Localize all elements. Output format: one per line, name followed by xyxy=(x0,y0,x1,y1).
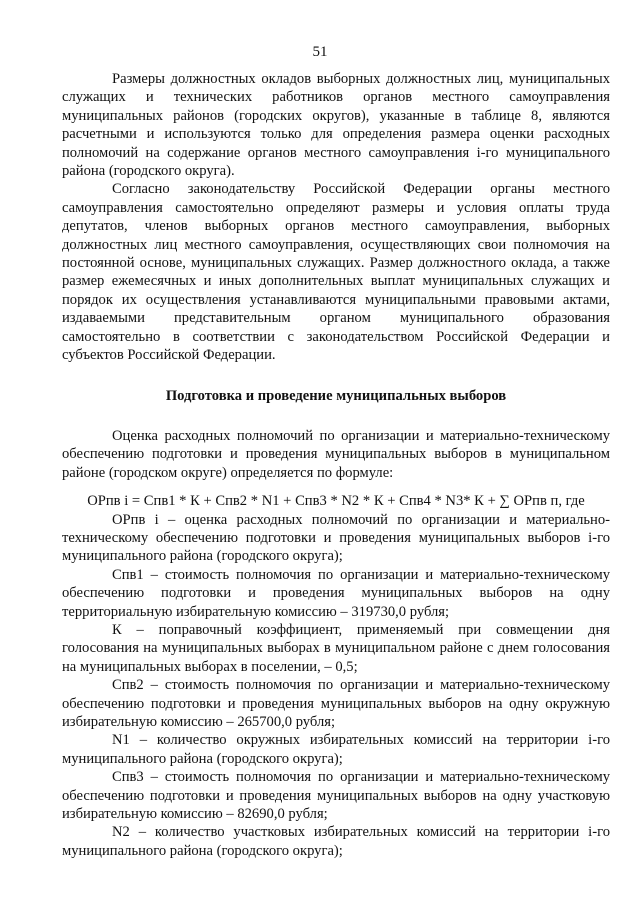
formula: ОРпв i = Спв1 * К + Спв2 * N1 + Спв3 * N2 * К + Спв4 * N3* К + ∑ ОРпв п, где xyxy=(87,493,585,510)
paragraph-formula-intro: Оценка расходных полномочий по организации и материально-техническому обеспечению подготовки и проведения муниципальных выборов в муниципальном районе (городском округе) определяется по формуле: xyxy=(62,427,610,481)
definition-n1: N1 – количество окружных избирательных комиссий на территории i-го муниципального района (городского округа); xyxy=(62,732,610,767)
section-heading: Подготовка и проведение муниципальных выборов xyxy=(165,387,507,404)
definition-k: К – поправочный коэффициент, применяемый при совмещении дня голосования на муниципальных выборах в муниципальном районе с днем голосования на муниципальных выборах в поселении, – 0,5; xyxy=(62,621,610,675)
document-body xyxy=(62,70,610,860)
paragraph-salary-tables: Размеры должностных окладов выборных должностных лиц, муниципальных служащих и технических работников органов местного самоуправления муниципальных районов (городских округов), указанные в таблице 8, являются расчетными и используются только для определения размера оценки расходных полномочий на содержание органов местного самоуправления i-го муниципального района (городского округа). xyxy=(62,71,610,180)
definition-spv2: Спв2 – стоимость полномочия по организации и материально-техническому обеспечению подготовки и проведения муниципальных выборов на одну окружную избирательную комиссию – 265700,0 рубля; xyxy=(62,677,610,730)
definition-n2: N2 – количество участковых избирательных комиссий на территории i-го муниципального района (городского округа); xyxy=(62,824,610,859)
paragraph-legislation: Согласно законодательству Российской Федерации органы местного самоуправления самостоятельно определяют размеры и условия оплаты труда депутатов, членов выборных органов местного самоуправления, выборных должностных лиц местного самоуправления, осуществляющих свои полномочия на постоянной основе, муниципальных служащих. Размер должностного оклада, а также размер ежемесячных и иных дополнительных выплат муниципальных служащих и порядок их осуществления устанавливаются муниципальными правовыми актами, издаваемыми представительным органом муниципального образования самостоятельно в соответствии с законодательством Российской Федерации и субъектов Российской Федерации. xyxy=(62,181,610,364)
definition-spv1: Спв1 – стоимость полномочия по организации и материально-техническому обеспечению подготовки и проведения муниципальных выборов на одну территориальную избирательную комиссию – 319730,0 рубля; xyxy=(62,566,610,620)
definition-spv3: Спв3 – стоимость полномочия по организации и материально-техническому обеспечению подготовки и проведения муниципальных выборов на одну участковую избирательную комиссию – 82690,0 рубля; xyxy=(62,769,610,823)
page-number: 51 xyxy=(312,44,328,60)
definition-orpv: ОРпв i – оценка расходных полномочий по организации и материально-техническому обеспечению подготовки и проведения муниципальных выборов i-го муниципального района (городского округа); xyxy=(62,511,610,565)
